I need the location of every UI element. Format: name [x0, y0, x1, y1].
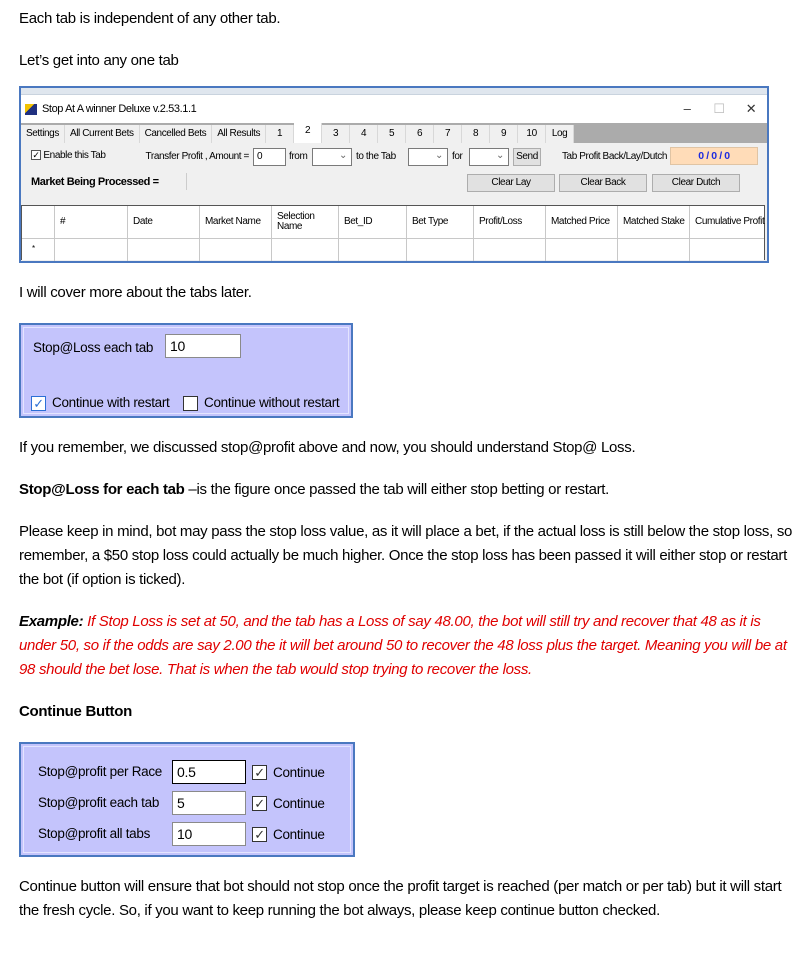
column-header[interactable]: Bet Type	[412, 216, 449, 227]
app-icon	[25, 104, 37, 115]
profit-value: 0 / 0 / 0	[670, 147, 758, 165]
app-window-screenshot	[19, 86, 769, 263]
clear-dutch-button[interactable]: Clear Dutch	[652, 174, 740, 192]
paragraph: If you remember, we discussed stop@profit above and now, you should understand Stop@ Loss.	[19, 439, 636, 456]
amount-input[interactable]: 0	[253, 148, 286, 166]
word-toolbar-fragment	[21, 88, 767, 95]
continue-checkbox[interactable]: ✓	[252, 827, 267, 842]
section-heading: Continue Button	[19, 703, 132, 720]
to-tab-select[interactable]	[408, 148, 448, 166]
enable-tab-checkbox[interactable]	[31, 150, 106, 161]
tab-4[interactable]: 4	[350, 125, 378, 143]
send-button[interactable]: Send	[513, 148, 541, 166]
window-title: Stop At A winner Deluxe v.2.53.1.1	[42, 103, 197, 115]
transfer-label: Transfer Profit , Amount =	[145, 151, 249, 162]
minimize-icon[interactable]: –	[683, 101, 691, 116]
tab-2[interactable]: 2	[294, 123, 322, 143]
example-paragraph	[19, 610, 794, 682]
column-header[interactable]: Market Name	[205, 216, 261, 227]
tab-6[interactable]: 6	[406, 125, 434, 143]
example-label: Example:	[19, 613, 84, 630]
continue-without-restart-label: Continue without restart	[204, 395, 340, 410]
tab-10[interactable]: 10	[518, 125, 546, 143]
continue-with-restart-label: Continue with restart	[52, 395, 170, 410]
column-header[interactable]: Bet_ID	[344, 216, 373, 227]
column-header[interactable]: Profit/Loss	[479, 216, 522, 227]
paragraph-text: –is the figure once passed the tab will either stop betting or restart.	[184, 481, 610, 498]
continue-label: Continue	[273, 765, 325, 780]
maximize-icon[interactable]: ☐	[713, 101, 725, 116]
tab-5[interactable]: 5	[378, 125, 406, 143]
profit-row-input[interactable]: 5	[172, 791, 246, 815]
column-header[interactable]: Date	[133, 216, 153, 227]
profit-row-label: Stop@profit per Race	[38, 764, 163, 779]
continue-with-restart-checkbox[interactable]: ✓	[31, 396, 46, 411]
paragraph: I will cover more about the tabs later.	[19, 284, 252, 301]
stop-loss-label: Stop@Loss each tab	[33, 340, 154, 355]
tab-log[interactable]: Log	[546, 125, 574, 143]
market-label: Market Being Processed =	[31, 176, 159, 188]
tab-bar	[21, 123, 767, 143]
tab-3[interactable]: 3	[322, 125, 350, 143]
paragraph: Please keep in mind, bot may pass the stop loss value, as it will place a bet, if the actual loss is still below the stop loss, so remember, a $50 stop loss could actually be much higher. Once the stop loss has been passed it will either stop or restart the bot (if option is ticked).	[19, 523, 793, 588]
tab-1[interactable]: 1	[266, 125, 294, 143]
enable-tab-label: Enable this Tab	[43, 150, 106, 161]
paragraph: Let’s get into any one tab	[19, 52, 179, 69]
bets-grid[interactable]	[21, 205, 765, 260]
bold-term: Stop@Loss for each tab	[19, 481, 185, 498]
example-text: If Stop Loss is set at 50, and the tab has a Loss of say 48.00, the bot will still try and recover that 48 as it is under 50, so if the odds are say 2.00 the it will bet around 50 to recover the 48 loss plus the target. Meaning you will be at 98 should the bet lose. That is when the tab would stop trying to recover the loss.	[19, 613, 787, 678]
tab-all-current-bets[interactable]: All Current Bets	[65, 125, 140, 143]
close-icon[interactable]: ✕	[745, 101, 757, 116]
clear-back-button[interactable]: Clear Back	[559, 174, 647, 192]
for-select[interactable]	[469, 148, 509, 166]
stop-profit-panel	[19, 742, 355, 857]
checkbox-icon: ✓	[32, 150, 40, 161]
column-header[interactable]: Cumulative Profit	[695, 216, 765, 227]
tab-all-results[interactable]: All Results	[212, 125, 266, 143]
paragraph: Continue button will ensure that bot should not stop once the profit target is reached (per match or per tab) but it will start the fresh cycle. So, if you want to keep running the bot always, please keep continue button checked.	[19, 878, 782, 919]
paragraph: Each tab is independent of any other tab.	[19, 10, 281, 27]
tab-9[interactable]: 9	[490, 125, 518, 143]
title-bar	[21, 95, 767, 123]
stop-loss-panel	[19, 323, 353, 418]
profit-row-input[interactable]: 0.5	[172, 760, 246, 784]
for-label: for	[452, 151, 463, 162]
new-row-marker: *	[32, 244, 35, 253]
column-header[interactable]: Matched Stake	[623, 216, 685, 227]
tab-cancelled-bets[interactable]: Cancelled Bets	[140, 125, 213, 143]
from-select[interactable]	[312, 148, 352, 166]
column-header[interactable]: #	[60, 216, 66, 227]
tab-content	[21, 143, 767, 263]
paragraph	[19, 478, 794, 502]
continue-label: Continue	[273, 796, 325, 811]
from-label: from	[289, 151, 308, 162]
tab-settings[interactable]: Settings	[21, 125, 65, 143]
continue-label: Continue	[273, 827, 325, 842]
grid-header-divider	[22, 238, 764, 239]
column-header[interactable]: Selection Name	[277, 211, 315, 232]
profit-row-label: Stop@profit all tabs	[38, 826, 151, 841]
column-header[interactable]: Matched Price	[551, 216, 610, 227]
tab-7[interactable]: 7	[434, 125, 462, 143]
continue-without-restart-checkbox[interactable]	[183, 396, 198, 411]
market-value	[186, 173, 187, 190]
continue-checkbox[interactable]: ✓	[252, 765, 267, 780]
stop-loss-input[interactable]: 10	[165, 334, 241, 358]
profit-label: Tab Profit Back/Lay/Dutch	[561, 151, 667, 162]
to-tab-label: to the Tab	[356, 151, 396, 162]
tab-8[interactable]: 8	[462, 125, 490, 143]
profit-row-input[interactable]: 10	[172, 822, 246, 846]
clear-lay-button[interactable]: Clear Lay	[467, 174, 555, 192]
profit-row-label: Stop@profit each tab	[38, 795, 160, 810]
continue-checkbox[interactable]: ✓	[252, 796, 267, 811]
